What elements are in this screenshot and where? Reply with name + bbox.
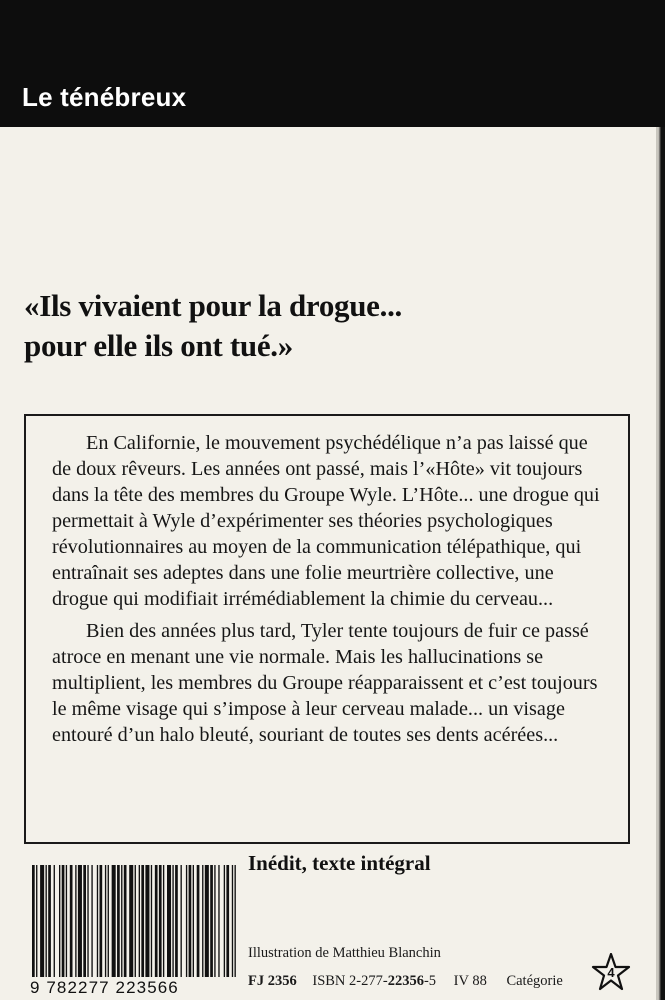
barcode-bar <box>224 865 225 977</box>
barcode-bar <box>141 865 144 977</box>
barcode-bar <box>124 865 127 977</box>
barcode-bar <box>54 865 55 977</box>
barcode-bar <box>186 865 187 977</box>
barcode-bar <box>112 865 116 977</box>
barcode-bar <box>181 865 182 977</box>
barcode-bar <box>197 865 200 977</box>
barcode-bar <box>139 865 140 977</box>
catalog-code: FJ 2356 <box>248 973 297 989</box>
barcode-bar <box>193 865 194 977</box>
synopsis-paragraph-2: Bien des années plus tard, Tyler tente toujours de fuir ce passé atroce en menant une vie normale. Mais les hallucinations se multiplient, les membres du Groupe réapparaissent et c’est toujours le même visage qui s’impose à leur cerveau malade... un visage entouré d’un halo bleuté, souriant de toutes ses dents acérées... <box>52 620 598 746</box>
barcode-bar <box>163 865 164 977</box>
barcode-bar <box>91 865 92 977</box>
illustration-credit: Illustration de Matthieu Blanchin <box>248 945 441 961</box>
barcode-bar <box>218 865 219 977</box>
cover-edge <box>658 127 665 1000</box>
synopsis-box <box>24 414 630 844</box>
barcode-bar <box>83 865 86 977</box>
barcode-bar <box>105 865 106 977</box>
barcode-bar <box>108 865 109 977</box>
isbn-bold: 22356 <box>387 973 424 989</box>
barcode <box>30 865 238 983</box>
barcode-bar <box>46 865 47 977</box>
barcode-bar <box>97 865 98 977</box>
category-star-icon <box>591 953 631 991</box>
barcode-bar <box>121 865 122 977</box>
isbn-suffix: -5 <box>423 973 437 989</box>
edition-note: Inédit, texte intégral <box>248 851 431 875</box>
category-label: Catégorie <box>506 973 563 989</box>
barcode-bar <box>40 865 44 977</box>
barcode-bars <box>30 865 238 977</box>
barcode-bar <box>145 865 149 977</box>
barcode-bar <box>202 865 203 977</box>
tagline-line-2: pour elle ils ont tué.» <box>24 328 293 363</box>
tagline-line-1: «Ils vivaient pour la drogue... <box>24 288 402 323</box>
barcode-bar <box>100 865 103 977</box>
barcode-bar <box>226 865 229 977</box>
isbn <box>312 973 436 989</box>
barcode-bar <box>167 865 171 977</box>
isbn-prefix: ISBN 2-277- <box>312 973 388 989</box>
synopsis-paragraph-1: En Californie, le mouvement psychédélique n’a pas laissé que de doux rêveurs. Les années ont passé, mais l’«Hôte» vit toujours dans la tête des membres du Groupe Wyle. L’Hôte... une drogue qui permettait à Wyle d’expérimenter ses théories psychologiques révolutionnaires au moyen de la communication télépathique, qui entraînait ses adeptes dans une folie meurtrière collective, une drogue qui modifiait irrémédiablement la chimie du cerveau... <box>52 432 600 610</box>
barcode-bar <box>232 865 233 977</box>
barcode-bar <box>32 865 35 977</box>
barcode-bar <box>151 865 152 977</box>
category-number: 4 <box>607 965 615 980</box>
barcode-bar <box>75 865 76 977</box>
barcode-bar <box>235 865 236 977</box>
barcode-bar <box>214 865 215 977</box>
barcode-bar <box>66 865 67 977</box>
barcode-digits: 9 782277 223566 <box>30 978 179 997</box>
tagline <box>24 286 624 366</box>
barcode-bar <box>135 865 136 977</box>
barcode-bar <box>70 865 73 977</box>
barcode-bar <box>87 865 88 977</box>
barcode-bar <box>48 865 51 977</box>
barcode-bar <box>189 865 192 977</box>
barcode-bar <box>159 865 162 977</box>
barcode-bar <box>155 865 158 977</box>
barcode-bar <box>172 865 173 977</box>
barcode-bar <box>59 865 60 977</box>
barcode-bar <box>62 865 65 977</box>
barcode-bar <box>175 865 178 977</box>
barcode-bar <box>129 865 133 977</box>
barcode-bar <box>117 865 120 977</box>
barcode-bar <box>205 865 209 977</box>
barcode-bar <box>36 865 37 977</box>
barcode-bar <box>210 865 213 977</box>
series-title: Le ténébreux <box>22 82 187 112</box>
barcode-bar <box>78 865 82 977</box>
print-code: IV 88 <box>453 973 487 989</box>
